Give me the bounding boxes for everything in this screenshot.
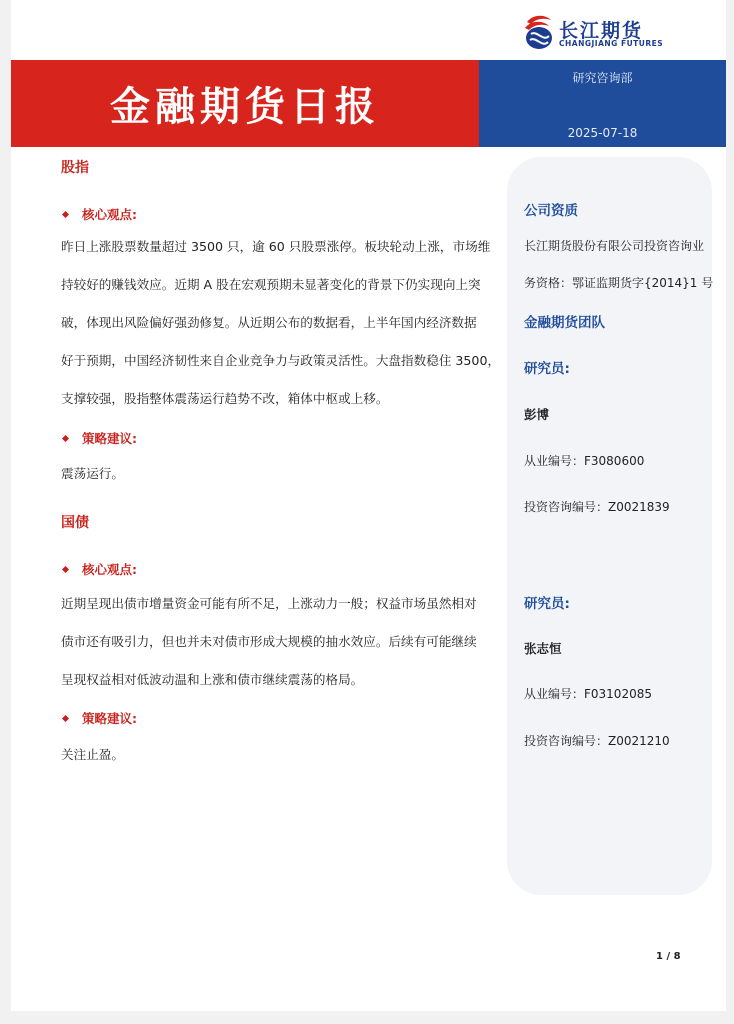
diamond-bullet-icon xyxy=(62,565,69,572)
consult-number: 投资咨询编号：Z0021210 xyxy=(524,734,670,748)
info-banner xyxy=(479,60,726,147)
section-title-treasury: 国债 xyxy=(61,515,89,531)
core-view-paragraph xyxy=(61,585,481,699)
report-page xyxy=(11,0,726,1011)
diamond-bullet-icon xyxy=(62,434,69,441)
qualification-title: 公司资质 xyxy=(524,203,578,219)
consult-number: 投资咨询编号：Z0021839 xyxy=(524,500,670,514)
department-label: 研究咨询部 xyxy=(572,71,633,85)
title-banner xyxy=(11,60,479,147)
paragraph-line: 近期呈现出债市增量资金可能有所不足，上涨动力一般；权益市场虽然相对 xyxy=(61,596,477,611)
page-number: 1 / 8 xyxy=(656,951,681,962)
core-view-paragraph xyxy=(61,228,501,418)
company-logo xyxy=(523,12,683,52)
researcher-name: 张志恒 xyxy=(524,641,562,656)
paragraph-line: 关注止盈。 xyxy=(61,747,124,762)
strategy-heading xyxy=(61,429,137,447)
logo-chinese-name: 长江期货 xyxy=(559,20,644,42)
logo-english-name: CHANGJIANG FUTURES xyxy=(559,39,664,48)
core-view-heading xyxy=(61,205,137,223)
changjiang-logo-icon xyxy=(523,12,555,50)
license-number: 务资格：鄂证监期货字{2014}1 号 xyxy=(524,276,714,290)
core-view-label: 核心观点: xyxy=(82,207,137,222)
core-view-heading xyxy=(61,560,137,578)
report-title: 金融期货日报 xyxy=(110,84,380,130)
paragraph-line: 昨日上涨股票数量超过 3500 只，逾 60 只股票涨停。板块轮动上涨，市场维 xyxy=(61,239,491,254)
team-title: 金融期货团队 xyxy=(524,315,605,331)
diamond-bullet-icon xyxy=(62,210,69,217)
sidebar-panel xyxy=(507,157,712,895)
researcher-name: 彭博 xyxy=(524,407,550,422)
paragraph-line: 持较好的赚钱效应。近期 A 股在宏观预期未显著变化的背景下仍实现向上突 xyxy=(61,277,481,292)
company-qualification: 长江期货股份有限公司投资咨询业 xyxy=(524,239,705,253)
paragraph-line: 支撑较强，股指整体震荡运行趋势不改，箱体中枢或上移。 xyxy=(61,391,389,406)
section-title-stock-index: 股指 xyxy=(61,160,89,176)
diamond-bullet-icon xyxy=(62,714,69,721)
paragraph-line: 呈现权益相对低波动温和上涨和债市继续震荡的格局。 xyxy=(61,672,364,687)
core-view-label: 核心观点: xyxy=(82,562,137,577)
strategy-heading xyxy=(61,709,137,727)
researcher-role: 研究员: xyxy=(524,361,570,377)
practice-number: 从业编号：F03102085 xyxy=(524,687,652,701)
strategy-label: 策略建议: xyxy=(82,431,137,446)
paragraph-line: 债市还有吸引力，但也并未对债市形成大规模的抽水效应。后续有可能继续 xyxy=(61,634,477,649)
paragraph-line: 好于预期，中国经济韧性来自企业竞争力与政策灵活性。大盘指数稳住 3500， xyxy=(61,353,501,368)
paragraph-line: 震荡运行。 xyxy=(61,466,124,481)
paragraph-line: 破，体现出风险偏好强劲修复。从近期公布的数据看，上半年国内经济数据 xyxy=(61,315,477,330)
report-date: 2025-07-18 xyxy=(567,126,638,140)
researcher-role: 研究员: xyxy=(524,596,570,612)
strategy-label: 策略建议: xyxy=(82,711,137,726)
strategy-paragraph xyxy=(61,455,481,493)
practice-number: 从业编号：F3080600 xyxy=(524,454,645,468)
strategy-paragraph xyxy=(61,736,481,774)
